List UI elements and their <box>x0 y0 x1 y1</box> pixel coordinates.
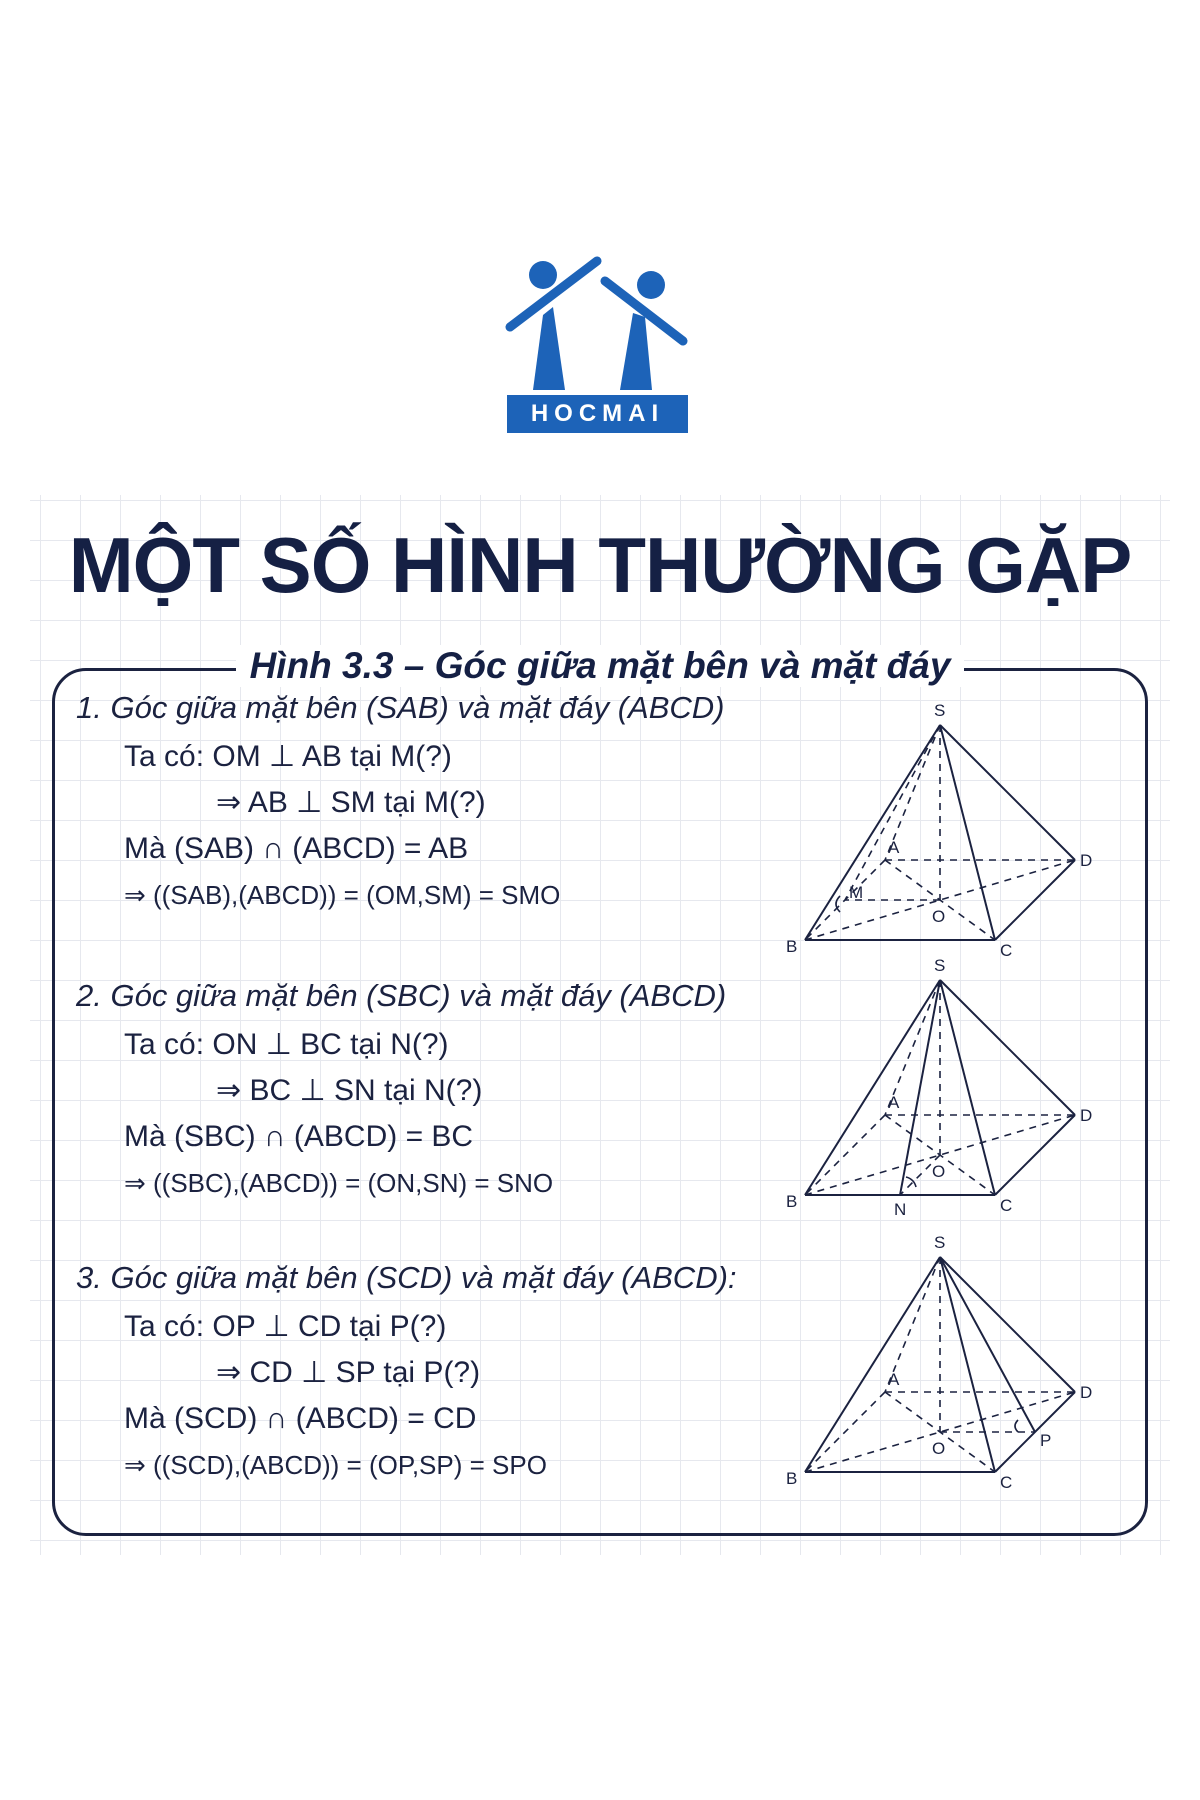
vertex-label: D <box>1080 851 1093 870</box>
vertex-label: O <box>932 1162 946 1181</box>
statement-line: ⇒ BC ⊥ SN tại N(?) <box>216 1074 483 1107</box>
pyramid-figure-2 <box>780 955 1093 1225</box>
vertex-label: D <box>1080 1106 1093 1125</box>
vertex-label: A <box>888 1093 900 1112</box>
hocmai-logo <box>505 255 690 435</box>
section-heading: 3. Góc giữa mặt bên (SCD) và mặt đáy (ABCD): <box>76 1260 737 1295</box>
vertex-label: S <box>934 701 946 720</box>
section-heading: 2. Góc giữa mặt bên (SBC) và mặt đáy (ABCD) <box>76 978 727 1013</box>
statement-line: ⇒ CD ⊥ SP tại P(?) <box>216 1356 481 1389</box>
vertex-label: O <box>932 907 946 926</box>
conclusion-line: ⇒ ((SCD),(ABCD)) = (OP,SP) = SPO <box>124 1450 547 1480</box>
statement-line: Ta có: ON ⊥ BC tại N(?) <box>124 1028 449 1061</box>
vertex-label: C <box>1000 1196 1013 1215</box>
vertex-label: P <box>1040 1431 1052 1450</box>
page-title: MỘT SỐ HÌNH THƯỜNG GẶP <box>68 521 1132 609</box>
vertex-label: S <box>934 956 946 975</box>
vertex-label: B <box>786 1469 798 1488</box>
vertex-label: N <box>894 1200 907 1219</box>
frame-title-text: Hình 3.3 – Góc giữa mặt bên và mặt đáy <box>236 645 965 687</box>
section-heading: 1. Góc giữa mặt bên (SAB) và mặt đáy (ABCD) <box>76 690 725 725</box>
vertex-label: S <box>934 1233 946 1252</box>
pyramid-figure-1 <box>780 700 1093 970</box>
statement-line: Mà (SBC) ∩ (ABCD) = BC <box>124 1120 474 1153</box>
vertex-label: B <box>786 1192 798 1211</box>
section-3 <box>76 1260 776 1488</box>
section-2 <box>76 978 776 1206</box>
vertex-label: O <box>932 1439 946 1458</box>
vertex-label: C <box>1000 941 1013 960</box>
statement-line: Mà (SCD) ∩ (ABCD) = CD <box>124 1402 477 1435</box>
vertex-label: M <box>849 883 864 902</box>
statement-line: Mà (SAB) ∩ (ABCD) = AB <box>124 832 469 865</box>
statement-line: Ta có: OM ⊥ AB tại M(?) <box>124 740 452 773</box>
section-1 <box>76 690 776 918</box>
vertex-label: B <box>786 937 798 956</box>
vertex-label: C <box>1000 1473 1013 1492</box>
pyramid-figure-3 <box>780 1232 1093 1502</box>
logo-wordmark: HOCMAI <box>507 395 688 433</box>
vertex-label: A <box>888 838 900 857</box>
conclusion-line: ⇒ ((SAB),(ABCD)) = (OM,SM) = SMO <box>124 880 561 910</box>
vertex-label: D <box>1080 1383 1093 1402</box>
vertex-label: A <box>888 1370 900 1389</box>
statement-line: ⇒ AB ⊥ SM tại M(?) <box>216 786 486 819</box>
statement-line: Ta có: OP ⊥ CD tại P(?) <box>124 1310 447 1343</box>
conclusion-line: ⇒ ((SBC),(ABCD)) = (ON,SN) = SNO <box>124 1168 554 1198</box>
hocmai-figures-icon <box>505 255 690 395</box>
